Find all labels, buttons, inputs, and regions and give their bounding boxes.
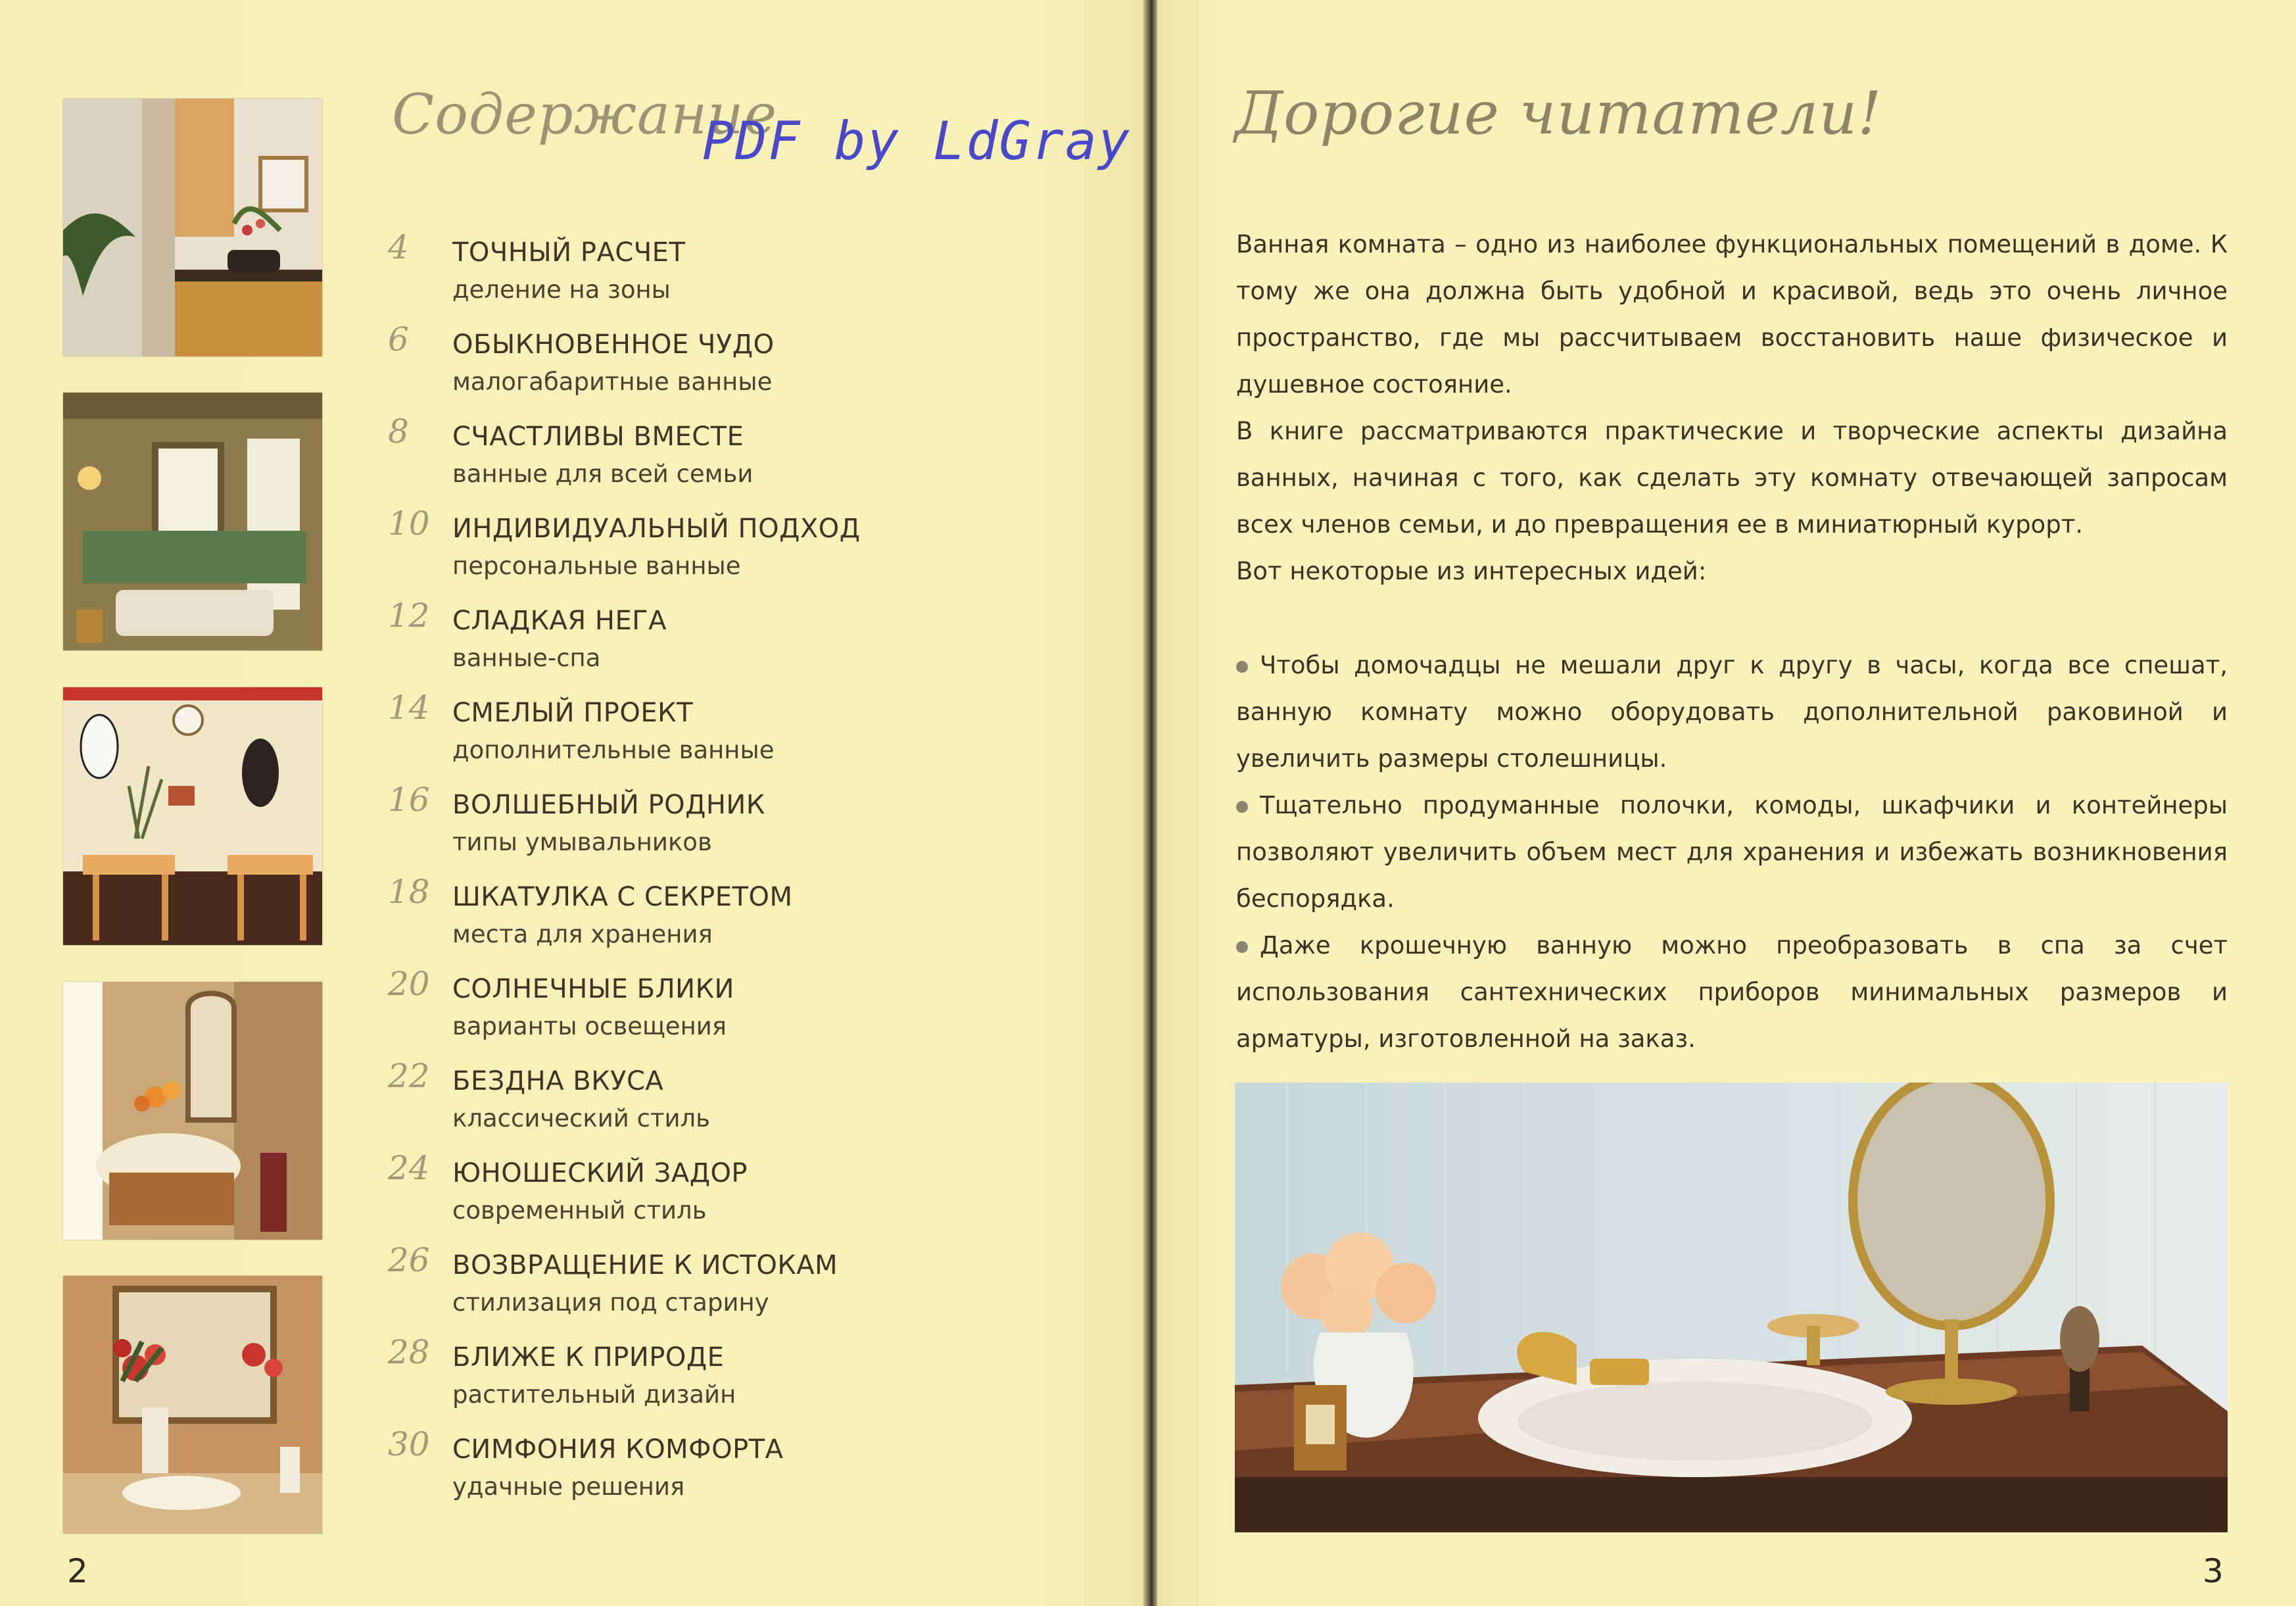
table-of-contents [388,228,1111,1522]
toc-item [388,320,1111,418]
toc-subtitle: стилизация под старину [452,1288,769,1317]
idea-bullet-3: Даже крошечную ванную можно преобразовать в спа за счет использования сантехнических приборов минимальных размеров и арматуры, изготовленной на заказ. [1236,931,2228,1053]
toc-heading: СОЛНЕЧНЫЕ БЛИКИ [452,974,734,1004]
toc-item [388,1241,1111,1338]
toc-heading: ИНДИВИДУАЛЬНЫЙ ПОДХОД [452,514,861,544]
watermark-text: PDF by LdGray [702,110,1132,172]
toc-subtitle: персональные ванные [452,552,741,580]
toc-heading: ШКАТУЛКА С СЕКРЕТОМ [452,882,793,912]
toc-page-number: 24 [388,1149,430,1187]
toc-page-number: 26 [388,1241,430,1279]
toc-page-number: 10 [388,504,430,543]
vanity-photo [1235,1083,2228,1532]
bathroom-photo-5 [63,1276,322,1534]
idea-bullet-1: Чтобы домочадцы не мешали друг к другу в часы, когда все спешат, ванную комнату можно оборудовать дополнительной раковиной и увеличить размеры столешницы. [1236,651,2228,773]
bullet-icon [1236,661,1248,673]
toc-item [388,504,1111,602]
toc-subtitle: растительный дизайн [452,1380,736,1409]
book-spine [1143,0,1159,1606]
toc-page-number: 30 [388,1425,430,1463]
toc-page-number: 28 [388,1333,430,1371]
toc-item [388,412,1111,510]
bathroom-photo-2 [63,393,322,650]
toc-subtitle: дополнительные ванные [452,736,775,764]
page-number-left: 2 [67,1552,88,1590]
toc-heading: ОБЫКНОВЕННОЕ ЧУДО [452,329,775,360]
toc-subtitle: современный стиль [452,1196,707,1225]
toc-page-number: 4 [388,228,409,266]
toc-heading: БЛИЖЕ К ПРИРОДЕ [452,1342,725,1373]
bullet-icon [1236,801,1248,813]
toc-page-number: 20 [388,965,430,1003]
toc-page-number: 12 [388,596,430,635]
toc-subtitle: типы умывальников [452,828,712,856]
bathroom-photo-1 [63,99,322,356]
idea-bullet-2: Тщательно продуманные полочки, комоды, шкафчики и контейнеры позволяют увеличить объем мест для хранения и избежать возникновения беспорядка. [1236,791,2228,913]
toc-title: Содержание [392,82,778,147]
toc-heading: СЛАДКАЯ НЕГА [452,606,667,636]
toc-item [388,1425,1111,1522]
intro-paragraph-2: В книге рассматриваются практические и творческие аспекты дизайна ванных, начиная с того, как сделать эту комнату отвечающей запросам всех членов семьи, и до превращения ее в миниатюрный курорт. [1236,417,2228,539]
toc-subtitle: удачные решения [452,1472,685,1501]
readers-title: Дорогие читатели! [1235,79,1882,148]
toc-heading: ТОЧНЫЙ РАСЧЕТ [452,237,686,268]
toc-heading: СЧАСТЛИВЫ ВМЕСТЕ [452,422,744,452]
toc-item [388,596,1111,694]
toc-subtitle: малогабаритные ванные [452,368,773,396]
toc-page-number: 6 [388,320,409,358]
toc-heading: ВОЛШЕБНЫЙ РОДНИК [452,790,765,820]
toc-heading: ВОЗВРАЩЕНИЕ К ИСТОКАМ [452,1250,838,1280]
toc-page-number: 16 [388,781,430,819]
toc-item [388,1149,1111,1246]
toc-item [388,873,1111,970]
toc-page-number: 22 [388,1057,430,1095]
toc-heading: ЮНОШЕСКИЙ ЗАДОР [452,1158,748,1188]
page-number-right: 3 [2203,1552,2224,1590]
toc-heading: БЕЗДНА ВКУСА [452,1066,664,1096]
toc-page-number: 14 [388,689,430,727]
toc-item [388,228,1111,326]
toc-item [388,781,1111,878]
bathroom-photo-4 [63,982,322,1240]
toc-subtitle: места для хранения [452,920,713,948]
toc-subtitle: ванные-спа [452,644,601,672]
toc-page-number: 18 [388,873,430,911]
toc-page-number: 8 [388,412,409,450]
toc-item [388,1057,1111,1154]
toc-subtitle: деление на зоны [452,276,671,304]
toc-subtitle: классический стиль [452,1104,710,1132]
toc-item [388,965,1111,1062]
bathroom-photo-3 [63,687,322,945]
intro-paragraph-3: Вот некоторые из интересных идей: [1236,557,1707,585]
bullet-icon [1236,941,1248,953]
toc-item [388,1333,1111,1430]
toc-heading: СМЕЛЫЙ ПРОЕКТ [452,698,694,728]
toc-item [388,689,1111,786]
intro-paragraph-1: Ванная комната – одно из наиболее функциональных помещений в доме. К тому же она должна быть удобной и красивой, ведь это очень личное пространство, где мы рассчитываем восстановить наше физическое и душевное состояние. [1236,230,2228,399]
left-page [0,0,1144,1606]
toc-heading: СИМФОНИЯ КОМФОРТА [452,1434,784,1465]
toc-subtitle: ванные для всей семьи [452,460,753,488]
toc-subtitle: варианты освещения [452,1012,727,1040]
intro-text [1236,221,2228,1062]
